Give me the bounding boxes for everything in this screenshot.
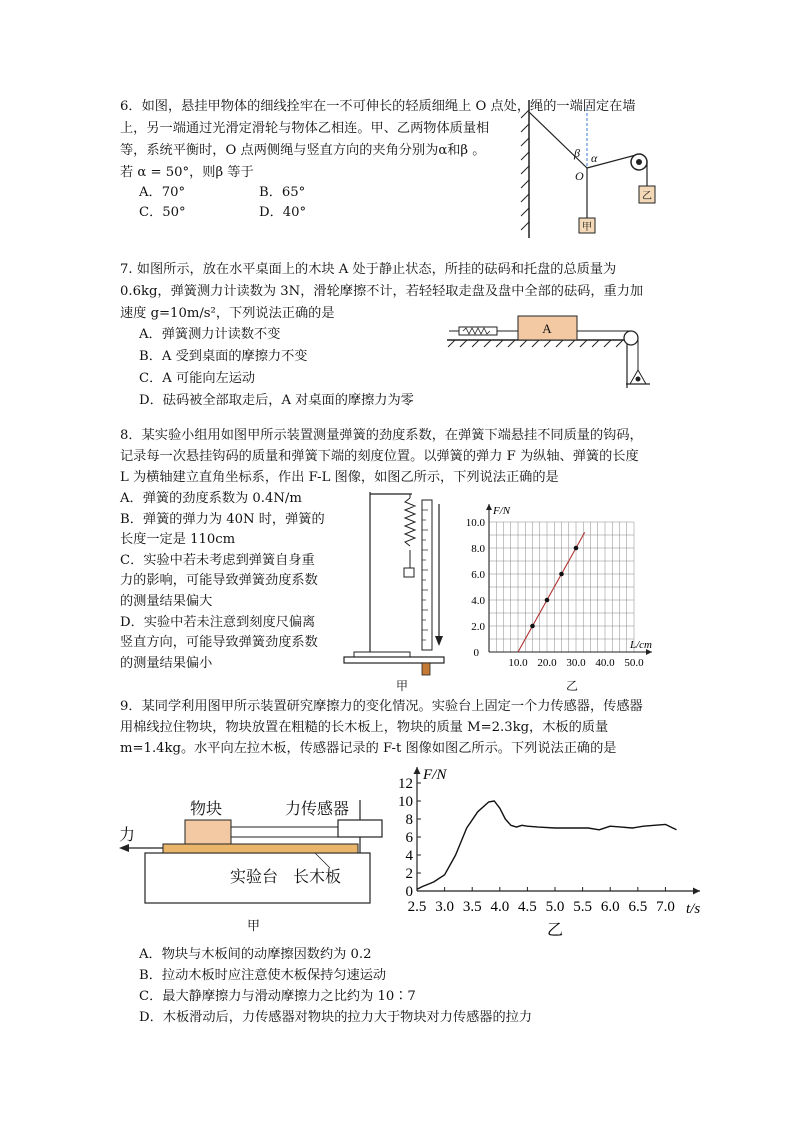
x-tick-label: 3.5 [462,899,482,915]
q9-chart [385,760,705,945]
q9-label-table: 实验台 [230,869,279,886]
q8-line3: L 为横轴建立直角坐标系，作出 F-L 图像，如图乙所示，下列说法正确的是 [120,470,559,485]
q8-option-d-3: 的测量结果偏小 [120,656,213,671]
q8-option-a: A．弹簧的劲度系数为 0.4N/m [120,491,302,506]
q9-line2: 用棉线拉住物块，物块放置在粗糙的长木板上，物块的质量 M=2.3kg，木板的质量 [120,720,609,735]
q8-option-c-1: C．实验中若未考虑到弹簧自身重 [120,553,315,568]
q9-option-b: B．拉动木板时应注意使木板保持匀速运动 [139,968,387,983]
q6-line1: 6．如图，悬挂甲物体的细线拴牢在一不可伸长的轻质细绳上 O 点处，绳的一端固定在墙 [120,99,636,114]
x-tick-label: 2.5 [407,899,427,915]
data-point [559,572,564,577]
q8-option-d-1: D．实验中若未注意到刻度尺偏离 [120,615,316,630]
q8-option-c-2: 力的影响，可能导致弹簧劲度系数 [120,573,318,588]
q6-line3: 等，系统平衡时，O 点两侧绳与竖直方向的夹角分别为α和β 。 [120,143,486,158]
x-tick-label: 20.0 [537,657,557,669]
x-tick-label: 6.0 [600,899,620,915]
q8-hook-weight [404,568,414,577]
x-tick-label: 4.5 [518,899,537,915]
y-axis-arrow [486,504,492,510]
q8-option-b-2: 长度一定是 110cm [120,532,236,547]
q9-label-block: 物块 [190,801,223,818]
q7-option-a: A．弹簧测力计读数不变 [139,327,281,342]
y-tick-label: 8.0 [471,543,485,555]
y-axis-label: F/N [423,767,447,783]
x-tick-label: 7.0 [656,899,675,915]
q8-figure-jia [340,490,455,690]
x-axis-arrow [693,888,700,895]
y-axis-label: F/N [493,505,511,517]
q7-option-c: C．A 可能向左运动 [139,371,256,386]
q6-line4: 若 α = 50°，则β 等于 [120,165,254,180]
q9-pull-arrow-head [119,844,129,852]
q8-line1: 8．某实验小组用如图甲所示装置测量弹簧的劲度系数，在弹簧下端悬挂不同质量的钩码， [120,428,643,443]
data-point [574,546,579,551]
series-line [417,801,677,889]
x-tick-label: 4.0 [490,899,510,915]
q9-label-force: 力 [119,827,136,844]
x-axis-label: L/cm [630,639,652,651]
q8-ruler [422,500,432,650]
q6-option-b: B．65° [259,185,306,200]
y-tick-label: 10.0 [465,517,485,529]
q8-spring [405,498,415,546]
y-tick-label: 6 [405,830,413,846]
q8-ruler-foot [422,663,430,675]
q6-option-c: C．50° [139,205,186,220]
chart-label-yi: 乙 [547,922,564,939]
q8-option-c-3: 的测量结果偏大 [120,594,213,609]
q9-line3: m=1.4kg。水平向左拉木板，传感器记录的 F-t 图像如图乙所示。下列说法正确的是 [120,741,617,756]
q8-line2: 记录每一次悬挂钩码的质量和弹簧下端的刻度位置。以弹簧的弹力 F 为纵轴、弹簧的长度 [120,449,639,464]
q9-label-board: 长木板 [293,869,342,886]
data-point [545,598,550,603]
q8-label-jia: 甲 [396,679,409,693]
q7-pulley [624,331,638,345]
x-tick-label: 5.5 [573,899,592,915]
q6-label-alpha: α [591,151,598,165]
x-tick-label: 40.0 [595,657,615,669]
q6-figure [515,100,680,240]
y-tick-label: 12 [398,776,413,792]
q7-figure [445,310,660,392]
data-point [530,624,535,629]
x-tick-label: 30.0 [566,657,586,669]
q9-label-jia: 甲 [247,918,261,933]
x-tick-label: 6.5 [628,899,648,915]
x-tick-label: 10.0 [508,657,528,669]
q8-option-b-1: B．弹簧的弹力为 40N 时，弹簧的 [120,512,325,527]
y-tick-label: 4 [405,848,413,864]
q6-option-d: D．40° [259,205,307,220]
q8-arrow-head [435,636,443,646]
q6-label-o: O [575,169,584,183]
q9-block [185,820,231,844]
fit-line [518,532,585,652]
q9-option-a: A．物块与木板间的动摩擦因数约为 0.2 [139,947,372,962]
q8-option-d-2: 竖直方向，可能导致弹簧劲度系数 [120,635,318,650]
x-tick-label: 0 [473,647,479,659]
q7-option-d: D．砝码被全部取走后，A 对桌面的摩擦力为零 [139,393,414,408]
q9-option-d: D．木板滑动后，力传感器对物块的拉力大于物块对力传感器的拉力 [139,1010,533,1025]
y-tick-label: 4.0 [471,595,485,607]
x-tick-label: 5.0 [545,899,565,915]
q7-line3: 速度 g=10m/s²，下列说法正确的是 [120,306,335,321]
y-tick-label: 10 [398,794,413,810]
y-axis-arrow [414,767,421,774]
q8-label-yi: 乙 [566,679,579,693]
q9-line1: 9．某同学利用图甲所示装置研究摩擦力的变化情况。实验台上固定一个力传感器，传感器 [120,699,643,714]
y-tick-label: 8 [405,812,413,828]
x-tick-label: 3.0 [435,899,454,915]
q6-wall-hatch [521,110,529,230]
q8-base-plate [354,652,410,657]
q8-base [344,657,444,663]
x-tick-label: 50.0 [624,657,644,669]
q7-line2: 0.6kg，弹簧测力计读数为 3N，滑轮摩擦不计，若轻轻取走盘及盘中全部的砝码，重力加 [120,284,644,299]
y-tick-label: 6.0 [471,569,485,581]
q6-label-beta: β [574,146,580,160]
q6-label-yi: 乙 [642,191,652,202]
q7-line1: 7. 如图所示，放在水平桌面上的木块 A 处于静止状态，所挂的砝码和托盘的总质量为 [120,262,617,277]
q6-line2: 上，另一端通过光滑定滑轮与物体乙相连。甲、乙两物体质量相 [120,121,490,136]
q7-table-hatch [448,340,623,347]
y-tick-label: 2 [405,866,413,882]
y-tick-label: 0 [405,884,413,900]
q7-weight [636,377,641,382]
q9-figure-jia [115,790,385,940]
q9-board [163,844,358,853]
q7-label-a: A [542,321,552,336]
q9-label-sensor: 力传感器 [285,801,350,818]
y-tick-label: 2.0 [471,621,485,633]
q6-label-jia: 甲 [582,222,592,233]
x-axis-label: t/s [686,901,701,917]
q6-pulley-axle [636,159,642,165]
q8-chart [455,492,665,672]
q7-option-b: B．A 受到桌面的摩擦力不变 [139,349,308,364]
q9-sensor [338,820,382,837]
q9-option-c: C．最大静摩擦力与滑动摩擦力之比约为 10∶7 [139,989,416,1004]
q6-option-a: A．70° [139,185,186,200]
